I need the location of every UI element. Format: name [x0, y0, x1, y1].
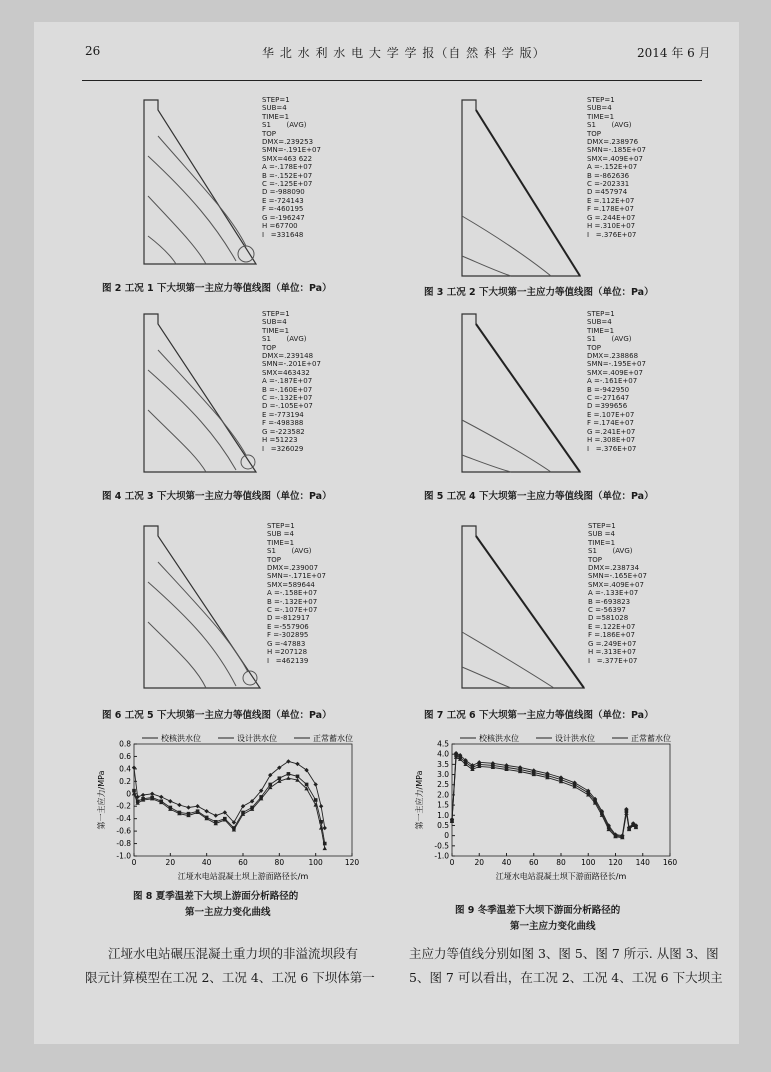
y-tick-label: 0.2	[119, 776, 131, 786]
figure-9-caption-line1: 图 9 冬季温差下大坝下游面分析路径的	[455, 905, 621, 916]
y-tick-label: 0	[126, 789, 131, 799]
body-text-right-2: 5、图 7 可以看出，在工况 2、工况 4、工况 6 下大坝主	[409, 970, 723, 985]
body-text-left-1: 江垭水电站碾压混凝土重力坝的非溢流坝段有	[108, 946, 359, 961]
x-tick-label: 160	[662, 858, 678, 867]
figure-2-caption: 图 2 工况 1 下大坝第一主应力等值线图（单位：Pa）	[102, 283, 332, 294]
y-tick-label: 4.0	[437, 749, 449, 759]
figure-8-caption-line2: 第一主应力变化曲线	[185, 907, 271, 918]
data-point-series-1	[241, 804, 245, 808]
figure-9-chart	[408, 732, 698, 880]
dam-contour-plot	[136, 96, 266, 276]
data-point-series-1	[168, 799, 172, 803]
figure-4-caption: 图 4 工况 3 下大坝第一主应力等值线图（单位：Pa）	[102, 491, 332, 502]
figure-8-chart	[90, 732, 380, 880]
figure-8-caption-line1: 图 8 夏季温差下大坝上游面分析路径的	[133, 891, 299, 902]
x-tick-label: 80	[556, 858, 566, 867]
data-point-series-1	[195, 804, 199, 808]
journal-title: 华 北 水 利 水 电 大 学 学 报（自 然 科 学 版）	[262, 46, 546, 60]
data-point-series-2	[305, 783, 309, 787]
x-tick-label: 120	[344, 858, 360, 867]
data-point-series-1	[214, 813, 218, 817]
issue-date: 2014 年 6 月	[637, 46, 711, 60]
y-axis-label: 第一主应力/MPa	[97, 770, 106, 830]
y-tick-label: 2.0	[437, 790, 449, 800]
x-tick-label: 80	[274, 858, 285, 867]
y-tick-label: -1.0	[116, 851, 131, 861]
x-tick-label: 20	[165, 858, 176, 867]
page-number: 26	[85, 44, 101, 58]
y-tick-label: 4.5	[437, 739, 449, 749]
y-tick-label: -0.2	[116, 801, 131, 811]
body-text-left-2: 限元计算模型在工况 2、工况 4、工况 6 下坝体第一	[85, 970, 375, 985]
y-tick-label: 3.5	[437, 759, 449, 769]
data-point-series-3	[323, 846, 327, 850]
figure-4	[136, 310, 321, 486]
data-point-series-2	[296, 775, 300, 779]
body-text-right-1: 主应力等值线分别如图 3、图 5、图 7 所示. 从图 3、图	[409, 946, 719, 961]
y-tick-label: -1.0	[434, 851, 449, 861]
data-point-series-3	[319, 826, 323, 830]
data-point-series-2	[314, 798, 318, 802]
figure-3	[456, 96, 646, 290]
legend-label-3: 正常蓄水位	[631, 734, 671, 743]
data-point-series-1	[186, 805, 190, 809]
x-tick-label: 40	[501, 858, 512, 867]
x-tick-label: 100	[581, 858, 596, 867]
legend-label-2: 设计洪水位	[237, 734, 277, 743]
y-tick-label: -0.5	[434, 841, 449, 851]
dam-contour-plot	[136, 310, 266, 482]
y-tick-label: 0.8	[119, 739, 131, 749]
data-point-series-1	[319, 804, 323, 808]
x-tick-label: 100	[308, 858, 323, 867]
y-tick-label: -0.8	[116, 839, 131, 849]
plot-frame	[452, 744, 670, 856]
y-tick-label: -0.4	[116, 814, 131, 824]
series-line-1	[134, 761, 325, 828]
contour-legend: STEP=1 SUB =4 TIME=1 S1 (AVG) TOP DMX=.239007 SMN=-.171E+07 SMX=589644 A =-.158E+07 B =-.132E+07 C =-.107E+07 D =-812917 E =-557906 F =-302895 G =-47883 H =207128 I =462139	[267, 522, 326, 665]
y-tick-label: 2.5	[437, 780, 449, 790]
x-axis-label: 江垭水电站混凝土坝上游面路径长/m	[177, 872, 309, 880]
figure-6	[136, 522, 326, 698]
x-tick-label: 20	[474, 858, 485, 867]
x-tick-label: 140	[635, 858, 650, 867]
figure-6-caption: 图 6 工况 5 下大坝第一主应力等值线图（单位：Pa）	[102, 710, 332, 721]
x-tick-label: 40	[201, 858, 212, 867]
contour-legend: STEP=1 SUB=4 TIME=1 S1 (AVG) TOP DMX=.239253 SMN=-.191E+07 SMX=463 622 A =-.178E+07 B =-.152E+07 C =-.125E+07 D =-988090 E =-724143 F =-460195 G =-196247 H =67700 I =331648	[262, 96, 321, 239]
y-tick-label: -0.6	[116, 826, 131, 836]
data-point-series-1	[150, 792, 154, 796]
legend-label-1: 校核洪水位	[161, 734, 201, 743]
figure-7-caption: 图 7 工况 6 下大坝第一主应力等值线图（单位：Pa）	[424, 710, 654, 721]
data-point-series-1	[313, 782, 317, 786]
y-tick-label: 0.4	[119, 764, 131, 774]
dam-contour-plot	[136, 522, 271, 694]
y-tick-label: 0.5	[437, 820, 449, 830]
figure-7	[456, 522, 647, 698]
x-axis-label: 江垭水电站混凝土坝下游面路径长/m	[495, 872, 627, 880]
y-tick-label: 0.6	[119, 751, 131, 761]
contour-legend: STEP=1 SUB=4 TIME=1 S1 (AVG) TOP DMX=.238868 SMN=-.195E+07 SMX=.409E+07 A =-.161E+07 B =-942950 C =-271647 D =399656 E =.107E+07 F =.174E+07 G =.241E+07 H =.308E+07 I =.376E+07	[587, 310, 646, 453]
series-line-3	[134, 778, 325, 848]
legend-label-2: 设计洪水位	[555, 734, 595, 743]
legend-label-1: 校核洪水位	[479, 734, 519, 743]
contour-legend: STEP=1 SUB=4 TIME=1 S1 (AVG) TOP DMX=.239148 SMN=-.201E+07 SMX=463432 A =-.187E+07 B =-.160E+07 C =-.132E+07 D =-.105E+07 E =-773194 F =-498388 G =-223582 H =51223 I =326029	[262, 310, 321, 453]
legend-label-3: 正常蓄水位	[313, 734, 353, 743]
dam-contour-plot	[456, 96, 591, 286]
figure-2	[136, 96, 321, 280]
figure-5-caption: 图 5 工况 4 下大坝第一主应力等值线图（单位：Pa）	[424, 491, 654, 502]
figure-3-caption: 图 3 工况 2 下大坝第一主应力等值线图（单位：Pa）	[424, 287, 654, 298]
x-tick-label: 0	[131, 858, 137, 867]
header-rule	[82, 80, 702, 81]
figure-5	[456, 310, 646, 486]
dam-contour-plot	[456, 522, 596, 694]
x-tick-label: 0	[449, 858, 455, 867]
figure-9-caption-line2: 第一主应力变化曲线	[510, 921, 596, 932]
data-point-series-1	[141, 793, 145, 797]
y-tick-label: 1.5	[437, 800, 449, 810]
data-point-series-1	[159, 795, 163, 799]
contour-legend: STEP=1 SUB=4 TIME=1 S1 (AVG) TOP DMX=.238976 SMN=-.185E+07 SMX=.409E+07 A =-.152E+07 B =-862636 C =-202331 D =457974 E =.112E+07 F =.178E+07 G =.244E+07 H =.310E+07 I =.376E+07	[587, 96, 646, 239]
data-point-series-3	[286, 776, 290, 780]
data-point-series-1	[204, 809, 208, 813]
y-axis-label: 第一主应力/MPa	[415, 770, 424, 830]
contour-legend: STEP=1 SUB =4 TIME=1 S1 (AVG) TOP DMX=.238734 SMN=-.165E+07 SMX=.409E+07 A =-.133E+07 B =-693823 C =-56397 D =581028 E =.122E+07 F =.186E+07 G =.249E+07 H =.313E+07 I =.377E+07	[588, 522, 647, 665]
data-point-series-2	[287, 772, 291, 776]
x-tick-label: 60	[238, 858, 248, 867]
data-point-series-1	[177, 803, 181, 807]
y-tick-label: 1.0	[437, 810, 449, 820]
series-line-2	[134, 774, 325, 844]
dam-contour-plot	[456, 310, 591, 482]
x-tick-label: 60	[528, 858, 539, 867]
y-tick-label: 0	[444, 831, 449, 841]
x-tick-label: 120	[608, 858, 623, 867]
y-tick-label: 3.0	[437, 770, 449, 780]
